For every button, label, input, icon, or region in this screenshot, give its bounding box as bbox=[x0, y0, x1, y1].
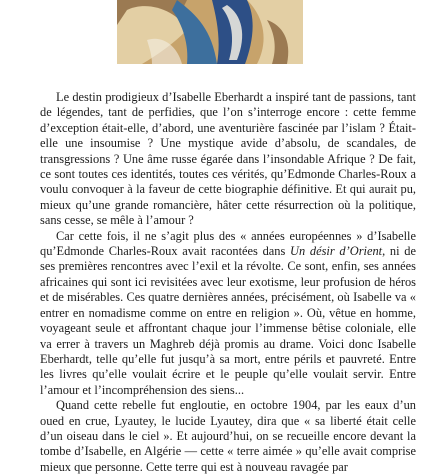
paragraph-2 bbox=[40, 229, 416, 398]
book-title: Un désir d’Orient bbox=[290, 244, 383, 259]
back-cover-text bbox=[40, 90, 416, 474]
cover-illustration bbox=[117, 0, 303, 64]
cover-painting bbox=[117, 0, 303, 64]
paragraph-2-start: Car cette fois, il ne s’agit plus des « années européennes » d’Isabelle qu’Edmonde Charles-Roux avait racontées dans bbox=[40, 228, 416, 259]
paragraph-1: Le destin prodigieux d’Isabelle Eberhardt a inspiré tant de passions, tant de légendes, tant de perfidies, que l’on s’interroge encore : cette femme d’exception était-elle, d’abord, une aventurière fascinée par l’islam ? Était-elle une insoumise ? Une mystique avide d’absolu, de scandales, de transgressions ? Une âme russe égarée dans l’insondable Afrique ? De fait, ce sont toutes ces identités, toutes ces vérités, qu’Edmonde Charles-Roux a voulu convoquer à la faveur de cette biographie définitive. Et qui aurait pu, mieux qu’une grande romancière, hâter cette résurrection où la politique, sans cesse, se mêle à l’amour ? bbox=[40, 90, 416, 228]
paragraph-3: Quand cette rebelle fut engloutie, en octobre 1904, par les eaux d’un oued en crue, Lyautey, le lucide Lyautey, dira que « sa liberté était celle d’un oiseau dans le ciel ». Et aujourd’hui, on se recueille encore devant la tombe d’Isabelle, en Algérie — cette « terre aimée » qu’elle avait comprise mieux que personne. Cette terre qui est à nouveau ravagée par bbox=[40, 398, 416, 474]
paragraph-2-end: , ni de ses premières rencontres avec l’exil et la révolte. Ce sont, enfin, ses années africaines qui sont ici revisitées avec leur exotisme, leur profusion de héros et de misérables. Ces quatre dernières années, précisément, où Isabelle va « entrer en nomadisme comme on entre en religion ». Où, vêtue en homme, voyageant seule et affrontant chaque jour l’immense bêtise coloniale, elle va errer à travers un Maghreb déjà promis au drame. Voici donc Isabelle Eberhardt, telle qu’elle fut jusqu’à sa mort, entre périls et pauvreté. Entre les livres qu’elle voulait écrire et le peuple qu’elle voulait servir. Entre l’amour et l’incompréhension des siens... bbox=[40, 244, 416, 397]
